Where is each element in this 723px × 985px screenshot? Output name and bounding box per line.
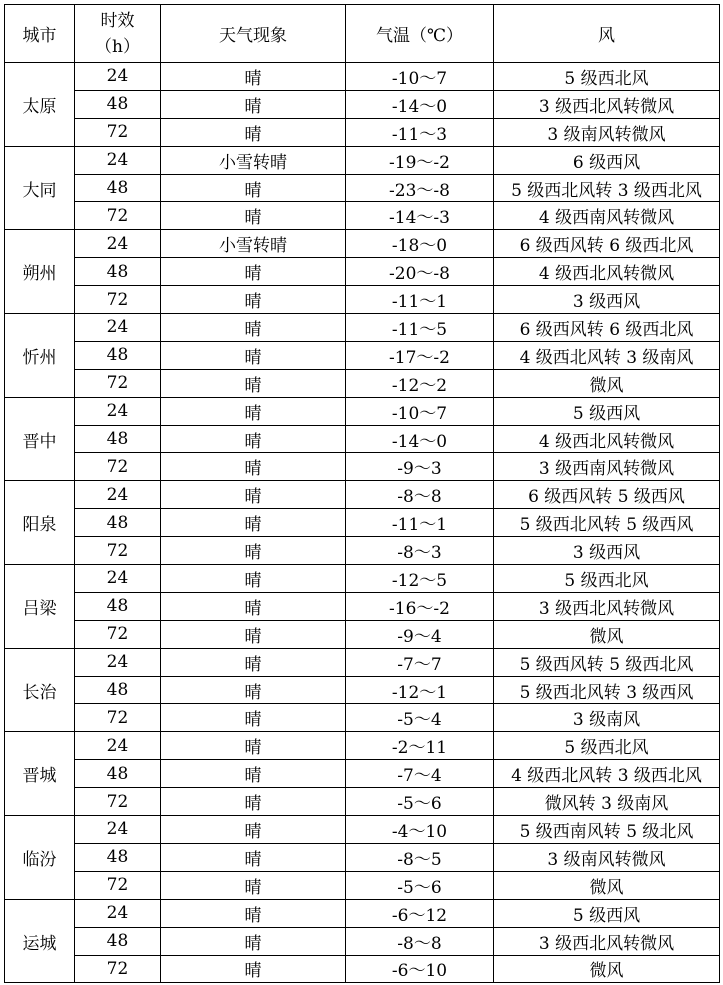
temperature-cell: -23～-8 (346, 174, 494, 202)
temperature-cell: -11～1 (346, 509, 494, 537)
hours-cell: 72 (75, 955, 161, 983)
wind-cell: 3 级南风转微风 (494, 843, 720, 871)
wind-cell: 5 级西风 (494, 397, 720, 425)
temperature-cell: -5～6 (346, 788, 494, 816)
hours-cell: 24 (75, 481, 161, 509)
temperature-cell: -2～11 (346, 732, 494, 760)
wind-cell: 5 级西北风 (494, 565, 720, 593)
temperature-cell: -6～12 (346, 899, 494, 927)
table-row (5, 816, 720, 844)
temperature-cell: -4～10 (346, 816, 494, 844)
hours-cell: 24 (75, 565, 161, 593)
hours-cell: 48 (75, 258, 161, 286)
header-hours-label: 时效 (100, 10, 135, 31)
table-row (5, 453, 720, 481)
hours-cell: 72 (75, 871, 161, 899)
weather-cell: 晴 (161, 286, 346, 314)
weather-cell: 晴 (161, 760, 346, 788)
temperature-cell: -10～7 (346, 63, 494, 91)
weather-cell: 晴 (161, 899, 346, 927)
temperature-cell: -11～5 (346, 314, 494, 342)
wind-cell: 5 级西北风转 5 级西风 (494, 509, 720, 537)
city-cell: 晋城 (5, 732, 75, 816)
table-row (5, 871, 720, 899)
hours-cell: 72 (75, 537, 161, 565)
hours-cell: 24 (75, 314, 161, 342)
weather-cell: 晴 (161, 620, 346, 648)
hours-cell: 72 (75, 118, 161, 146)
wind-cell: 6 级西风 (494, 146, 720, 174)
wind-cell: 5 级西北风转 3 级西北风 (494, 174, 720, 202)
temperature-cell: -12～2 (346, 369, 494, 397)
city-cell: 太原 (5, 63, 75, 147)
header-city: 城市 (5, 5, 75, 63)
hours-cell: 48 (75, 843, 161, 871)
weather-cell: 晴 (161, 676, 346, 704)
wind-cell: 3 级西北风转微风 (494, 592, 720, 620)
table-header (5, 5, 720, 63)
weather-cell: 晴 (161, 90, 346, 118)
temperature-cell: -14～0 (346, 90, 494, 118)
hours-cell: 48 (75, 509, 161, 537)
hours-cell: 72 (75, 453, 161, 481)
weather-cell: 晴 (161, 565, 346, 593)
hours-cell: 24 (75, 899, 161, 927)
hours-cell: 48 (75, 174, 161, 202)
weather-cell: 晴 (161, 509, 346, 537)
wind-cell: 3 级西北风转微风 (494, 90, 720, 118)
weather-cell: 晴 (161, 425, 346, 453)
table-row (5, 397, 720, 425)
wind-cell: 3 级西北风转微风 (494, 927, 720, 955)
wind-cell: 5 级西北风 (494, 63, 720, 91)
weather-cell: 小雪转晴 (161, 230, 346, 258)
temperature-cell: -9～4 (346, 620, 494, 648)
wind-cell: 4 级西北风转 3 级西北风 (494, 760, 720, 788)
temperature-cell: -19～-2 (346, 146, 494, 174)
weather-cell: 晴 (161, 816, 346, 844)
wind-cell: 3 级西风 (494, 286, 720, 314)
table-row (5, 146, 720, 174)
table-row (5, 286, 720, 314)
table-row (5, 704, 720, 732)
table-row (5, 927, 720, 955)
wind-cell: 微风 (494, 620, 720, 648)
hours-cell: 72 (75, 788, 161, 816)
hours-cell: 72 (75, 369, 161, 397)
hours-cell: 24 (75, 230, 161, 258)
header-hours-unit: （h） (95, 36, 140, 57)
weather-cell: 晴 (161, 369, 346, 397)
weather-cell: 晴 (161, 537, 346, 565)
wind-cell: 4 级西北风转 3 级南风 (494, 341, 720, 369)
weather-cell: 晴 (161, 648, 346, 676)
table-row (5, 592, 720, 620)
weather-cell: 晴 (161, 592, 346, 620)
wind-cell: 5 级西北风转 3 级西风 (494, 676, 720, 704)
table-row (5, 620, 720, 648)
wind-cell: 4 级西北风转微风 (494, 258, 720, 286)
wind-cell: 5 级西北风 (494, 732, 720, 760)
wind-cell: 6 级西风转 5 级西风 (494, 481, 720, 509)
wind-cell: 5 级西风转 5 级西北风 (494, 648, 720, 676)
temperature-cell: -17～-2 (346, 341, 494, 369)
temperature-cell: -8～8 (346, 481, 494, 509)
hours-cell: 24 (75, 397, 161, 425)
hours-cell: 72 (75, 202, 161, 230)
hours-cell: 48 (75, 760, 161, 788)
weather-cell: 晴 (161, 871, 346, 899)
hours-cell: 24 (75, 648, 161, 676)
wind-cell: 5 级西风 (494, 899, 720, 927)
header-hours (75, 5, 161, 63)
temperature-cell: -5～6 (346, 871, 494, 899)
wind-cell: 微风 (494, 871, 720, 899)
city-cell: 吕梁 (5, 565, 75, 649)
table-row (5, 174, 720, 202)
wind-cell: 4 级西南风转微风 (494, 202, 720, 230)
table-row (5, 63, 720, 91)
table-row (5, 537, 720, 565)
weather-cell: 晴 (161, 704, 346, 732)
city-cell: 朔州 (5, 230, 75, 314)
temperature-cell: -11～1 (346, 286, 494, 314)
table-row (5, 760, 720, 788)
wind-cell: 3 级南风 (494, 704, 720, 732)
weather-cell: 晴 (161, 341, 346, 369)
weather-cell: 小雪转晴 (161, 146, 346, 174)
hours-cell: 24 (75, 146, 161, 174)
hours-cell: 24 (75, 816, 161, 844)
weather-cell: 晴 (161, 843, 346, 871)
table-row (5, 341, 720, 369)
forecast-table (4, 4, 720, 983)
weather-cell: 晴 (161, 481, 346, 509)
city-cell: 长治 (5, 648, 75, 732)
wind-cell: 微风 (494, 955, 720, 983)
hours-cell: 72 (75, 620, 161, 648)
hours-cell: 24 (75, 732, 161, 760)
header-wind: 风 (494, 5, 720, 63)
city-cell: 大同 (5, 146, 75, 230)
temperature-cell: -8～8 (346, 927, 494, 955)
wind-cell: 5 级西南风转 5 级北风 (494, 816, 720, 844)
table-row (5, 509, 720, 537)
header-weather: 天气现象 (161, 5, 346, 63)
hours-cell: 48 (75, 676, 161, 704)
temperature-cell: -18～0 (346, 230, 494, 258)
table-row (5, 732, 720, 760)
weather-cell: 晴 (161, 314, 346, 342)
wind-cell: 6 级西风转 6 级西北风 (494, 230, 720, 258)
weather-cell: 晴 (161, 202, 346, 230)
hours-cell: 24 (75, 63, 161, 91)
weather-cell: 晴 (161, 118, 346, 146)
header-temperature: 气温（℃） (346, 5, 494, 63)
header-row (5, 5, 720, 63)
table-body (5, 63, 720, 983)
hours-cell: 48 (75, 927, 161, 955)
temperature-cell: -8～3 (346, 537, 494, 565)
temperature-cell: -5～4 (346, 704, 494, 732)
hours-cell: 72 (75, 704, 161, 732)
hours-cell: 48 (75, 90, 161, 118)
temperature-cell: -7～4 (346, 760, 494, 788)
table-row (5, 314, 720, 342)
temperature-cell: -14～0 (346, 425, 494, 453)
table-row (5, 788, 720, 816)
table-row (5, 118, 720, 146)
wind-cell: 4 级西北风转微风 (494, 425, 720, 453)
temperature-cell: -10～7 (346, 397, 494, 425)
table-row (5, 899, 720, 927)
weather-cell: 晴 (161, 174, 346, 202)
table-row (5, 648, 720, 676)
wind-cell: 6 级西风转 6 级西北风 (494, 314, 720, 342)
temperature-cell: -6～10 (346, 955, 494, 983)
weather-cell: 晴 (161, 927, 346, 955)
temperature-cell: -12～1 (346, 676, 494, 704)
wind-cell: 3 级南风转微风 (494, 118, 720, 146)
weather-cell: 晴 (161, 788, 346, 816)
city-cell: 晋中 (5, 397, 75, 481)
weather-cell: 晴 (161, 397, 346, 425)
wind-cell: 微风 (494, 369, 720, 397)
city-cell: 忻州 (5, 314, 75, 398)
table-row (5, 258, 720, 286)
table-row (5, 565, 720, 593)
table-row (5, 230, 720, 258)
temperature-cell: -9～3 (346, 453, 494, 481)
table-row (5, 202, 720, 230)
table-row (5, 843, 720, 871)
hours-cell: 72 (75, 286, 161, 314)
temperature-cell: -7～7 (346, 648, 494, 676)
weather-cell: 晴 (161, 732, 346, 760)
temperature-cell: -12～5 (346, 565, 494, 593)
temperature-cell: -16～-2 (346, 592, 494, 620)
city-cell: 阳泉 (5, 481, 75, 565)
table-row (5, 425, 720, 453)
hours-cell: 48 (75, 341, 161, 369)
city-cell: 临汾 (5, 816, 75, 900)
table-row (5, 955, 720, 983)
hours-cell: 48 (75, 425, 161, 453)
wind-cell: 微风转 3 级南风 (494, 788, 720, 816)
table-row (5, 481, 720, 509)
temperature-cell: -20～-8 (346, 258, 494, 286)
table-row (5, 676, 720, 704)
wind-cell: 3 级西风 (494, 537, 720, 565)
city-cell: 运城 (5, 899, 75, 983)
table-row (5, 90, 720, 118)
temperature-cell: -8～5 (346, 843, 494, 871)
weather-cell: 晴 (161, 258, 346, 286)
weather-cell: 晴 (161, 453, 346, 481)
table-row (5, 369, 720, 397)
weather-cell: 晴 (161, 955, 346, 983)
temperature-cell: -11～3 (346, 118, 494, 146)
hours-cell: 48 (75, 592, 161, 620)
weather-cell: 晴 (161, 63, 346, 91)
wind-cell: 3 级西南风转微风 (494, 453, 720, 481)
temperature-cell: -14～-3 (346, 202, 494, 230)
